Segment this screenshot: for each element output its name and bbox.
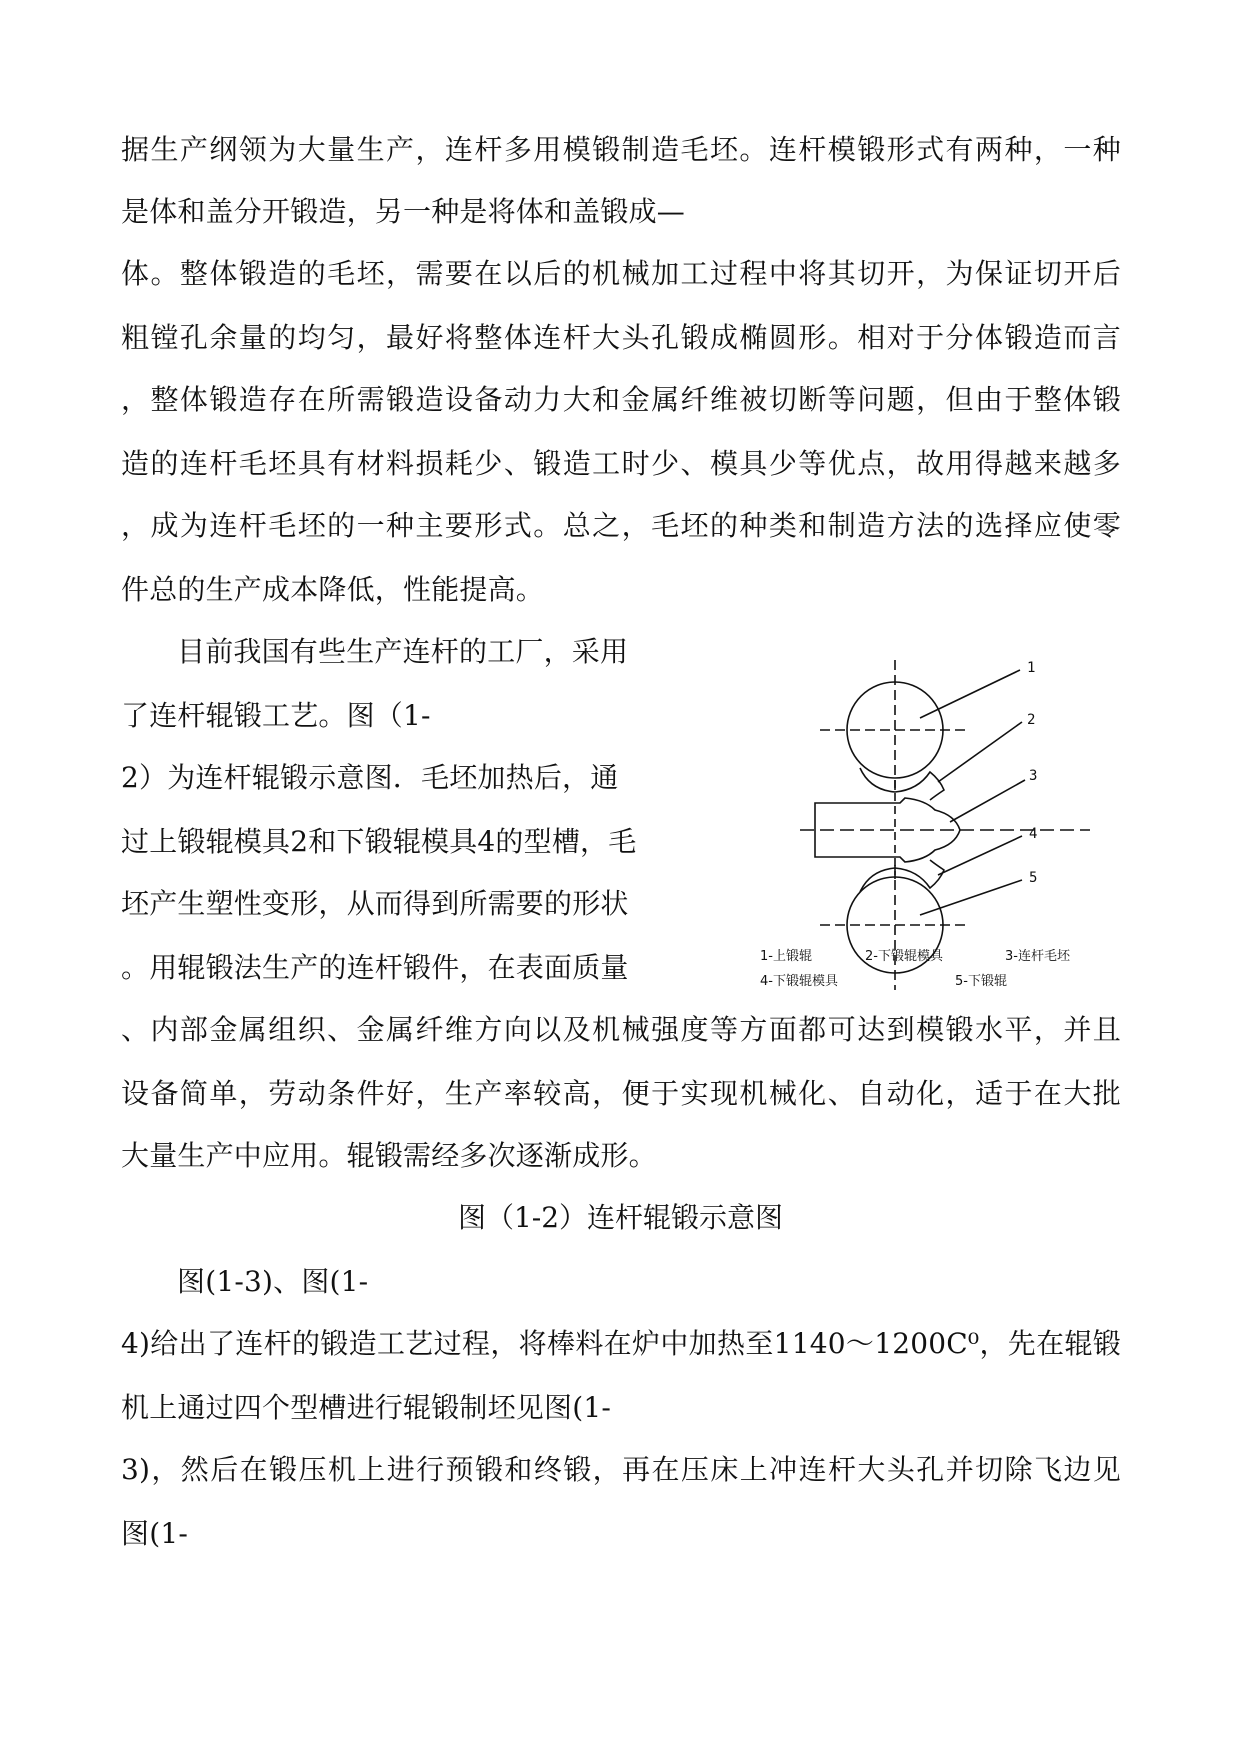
text-line: 体。整体锻造的毛坯，需要在以后的机械加工过程中将其切开，为保证切开后 — [121, 257, 1121, 290]
text-line: 了连杆辊锻工艺。图（1- — [121, 699, 431, 732]
figure-caption: 图（1-2）连杆辊锻示意图 — [457, 1201, 784, 1234]
text-line: 、内部金属组织、金属纤维方向以及机械强度等方面都可达到模锻水平，并且 — [121, 1013, 1121, 1046]
callout-4: 4 — [1029, 826, 1038, 842]
legend-item: 5-下锻辊 — [955, 974, 1007, 989]
text-line: 是体和盖分开锻造，另一种是将体和盖锻成— — [121, 195, 686, 228]
leader-2 — [938, 722, 1022, 782]
text-line: ，成为连杆毛坯的一种主要形式。总之，毛坯的种类和制造方法的选择应使零 — [121, 509, 1121, 542]
legend-item: 3-连杆毛坯 — [1005, 949, 1070, 964]
text-line: 件总的生产成本降低，性能提高。 — [121, 573, 545, 606]
text-line: 大量生产中应用。辊锻需经多次逐渐成形。 — [121, 1139, 657, 1172]
text-line: 。用辊锻法生产的连杆锻件，在表面质量 — [121, 951, 629, 984]
roll-forging-diagram — [760, 640, 1120, 1040]
callout-5: 5 — [1029, 870, 1038, 886]
text-line: 目前我国有些生产连杆的工厂，采用 — [177, 635, 629, 668]
text-line: 机上通过四个型槽进行辊锻制坯见图(1- — [121, 1391, 612, 1424]
legend-item: 1-上锻辊 — [760, 949, 812, 964]
text-line: 4)给出了连杆的锻造工艺过程，将棒料在炉中加热至1140～1200C⁰，先在辊锻 — [121, 1327, 1121, 1360]
roll-forging-svg — [760, 640, 1120, 1040]
text-line: 设备简单，劳动条件好，生产率较高，便于实现机械化、自动化，适于在大批 — [121, 1077, 1121, 1110]
text-line: 粗镗孔余量的均匀，最好将整体连杆大头孔锻成椭圆形。相对于分体锻造而言 — [121, 321, 1121, 354]
callout-1: 1 — [1027, 660, 1036, 676]
text-line: 3)，然后在锻压机上进行预锻和终锻，再在压床上冲连杆大头孔并切除飞边见 — [121, 1453, 1121, 1486]
legend-item: 2-下锻辊模具 — [865, 949, 943, 964]
text-line: 2）为连杆辊锻示意图．毛坯加热后，通 — [121, 761, 619, 794]
legend-item: 4-下锻辊模具 — [760, 974, 838, 989]
text-line: 过上锻辊模具2和下锻辊模具4的型槽，毛 — [121, 825, 637, 858]
text-line: 图(1-3)、图(1- — [177, 1265, 369, 1298]
leader-1 — [920, 670, 1020, 718]
leader-4 — [938, 836, 1022, 875]
callout-2: 2 — [1027, 712, 1036, 728]
text-line: 图(1- — [121, 1517, 188, 1550]
text-line: 坯产生塑性变形，从而得到所需要的形状 — [121, 887, 629, 920]
callout-3: 3 — [1029, 768, 1038, 784]
text-line: 造的连杆毛坯具有材料损耗少、锻造工时少、模具少等优点，故用得越来越多 — [121, 447, 1121, 480]
text-line: ，整体锻造存在所需锻造设备动力大和金属纤维被切断等问题，但由于整体锻 — [121, 383, 1121, 416]
lower-die — [860, 860, 944, 892]
leader-3 — [950, 780, 1025, 822]
text-line: 据生产纲领为大量生产，连杆多用模锻制造毛坯。连杆模锻形式有两种，一种 — [121, 133, 1121, 166]
